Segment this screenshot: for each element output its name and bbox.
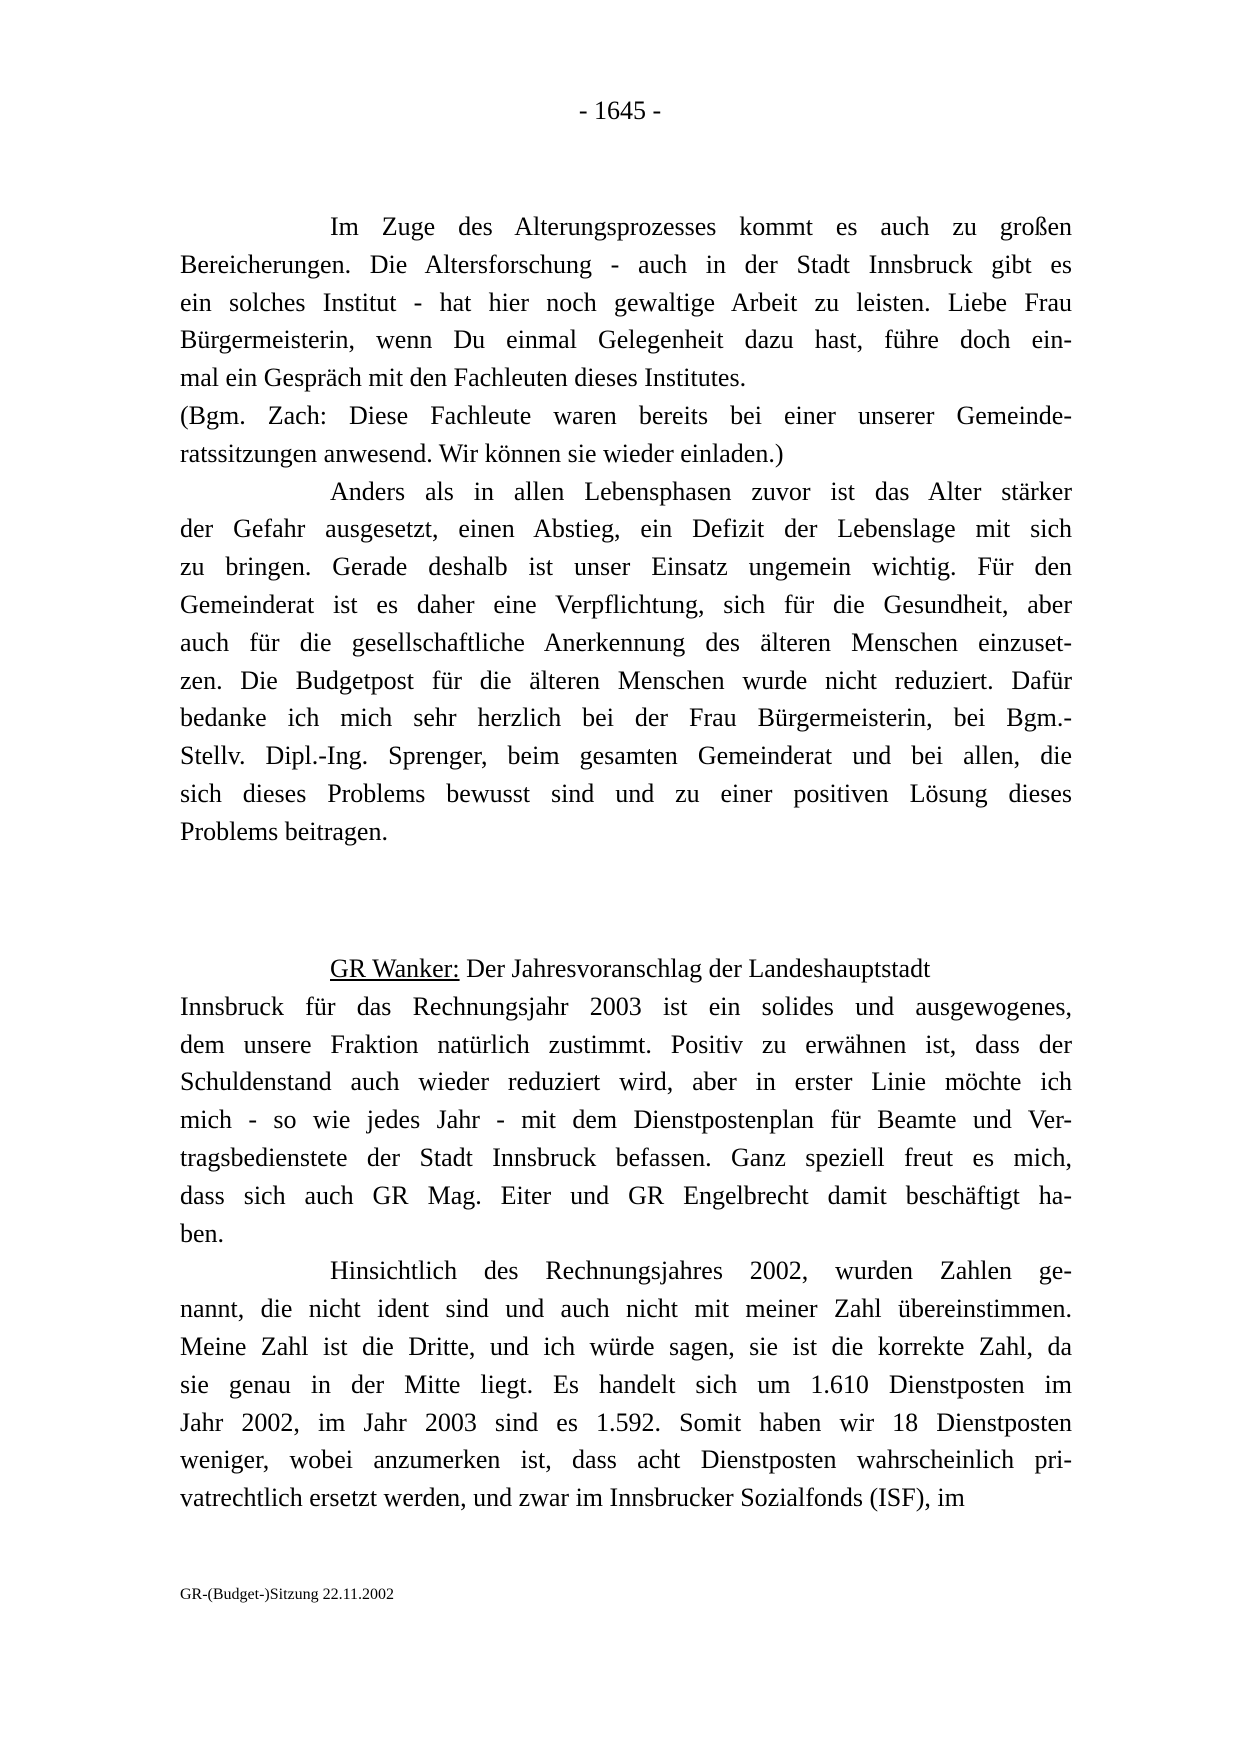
- text-line: mich - so wie jedes Jahr - mit dem Dienstpostenplan für Beamte und Ver-: [180, 1105, 1072, 1135]
- text-line: tragsbedienstete der Stadt Innsbruck befassen. Ganz speziell freut es mich,: [180, 1142, 1072, 1172]
- text-line: auch für die gesellschaftliche Anerkennung des älteren Menschen einzuset-: [180, 627, 1072, 657]
- text-line: Anders als in allen Lebensphasen zuvor ist das Alter stärker: [330, 476, 1072, 506]
- text-line: der Gefahr ausgesetzt, einen Abstieg, ein Defizit der Lebenslage mit sich: [180, 514, 1072, 544]
- text-line: Stellv. Dipl.-Ing. Sprenger, beim gesamten Gemeinderat und bei allen, die: [180, 741, 1072, 771]
- text-line: ben.: [180, 1218, 225, 1248]
- text-line: Bürgermeisterin, wenn Du einmal Gelegenheit dazu hast, führe doch ein-: [180, 325, 1072, 355]
- text-line: (Bgm. Zach: Diese Fachleute waren bereits bei einer unserer Gemeinde-: [180, 400, 1072, 430]
- text-line: Im Zuge des Alterungsprozesses kommt es auch zu großen: [330, 212, 1072, 241]
- text-line: vatrechtlich ersetzt werden, und zwar im Innsbrucker Sozialfonds (ISF), im: [180, 1483, 965, 1513]
- text-line: Schuldenstand auch wieder reduziert wird, aber in erster Linie möchte ich: [180, 1067, 1072, 1097]
- text-line: Meine Zahl ist die Dritte, und ich würde sagen, sie ist die korrekte Zahl, da: [180, 1331, 1072, 1361]
- text-line: weniger, wobei anzumerken ist, dass acht Dienstposten wahrscheinlich pri-: [180, 1445, 1072, 1475]
- text-line: nannt, die nicht ident sind und auch nicht mit meiner Zahl übereinstimmen.: [180, 1294, 1072, 1324]
- footer: GR-(Budget-)Sitzung 22.11.2002: [180, 1586, 395, 1603]
- text-line: mal ein Gespräch mit den Fachleuten dieses Institutes.: [180, 363, 747, 393]
- text-line: dem unsere Fraktion natürlich zustimmt. Positiv zu erwähnen ist, dass der: [180, 1029, 1072, 1059]
- text-line: Bereicherungen. Die Altersforschung - auch in der Stadt Innsbruck gibt es: [180, 249, 1072, 279]
- text-line: zu bringen. Gerade deshalb ist unser Einsatz ungemein wichtig. Für den: [180, 552, 1072, 582]
- text-block-2: [180, 950, 1072, 1517]
- speaker-text: Der Jahresvoranschlag der Landeshauptstadt: [459, 954, 931, 983]
- speaker-line: [180, 950, 1072, 988]
- speaker-name: GR Wanker:: [330, 954, 460, 983]
- page-number: - 1645 -: [578, 96, 662, 125]
- text-line: Innsbruck für das Rechnungsjahr 2003 ist ein solides und ausgewogenes,: [180, 991, 1072, 1021]
- text-line: sie genau in der Mitte liegt. Es handelt sich um 1.610 Dienstposten im: [180, 1369, 1072, 1399]
- text-line: ratssitzungen anwesend. Wir können sie wieder einladen.): [180, 438, 784, 468]
- text-line: ein solches Institut - hat hier noch gewaltige Arbeit zu leisten. Liebe Frau: [180, 287, 1072, 317]
- text-line: Gemeinderat ist es daher eine Verpflichtung, sich für die Gesundheit, aber: [180, 589, 1072, 619]
- text-block-1: [180, 208, 1072, 851]
- text-line: Jahr 2002, im Jahr 2003 sind es 1.592. Somit haben wir 18 Dienstposten: [180, 1407, 1072, 1437]
- text-line: bedanke ich mich sehr herzlich bei der Frau Bürgermeisterin, bei Bgm.-: [180, 703, 1072, 733]
- text-line: sich dieses Problems bewusst sind und zu einer positiven Lösung dieses: [180, 778, 1072, 808]
- text-line: zen. Die Budgetpost für die älteren Menschen wurde nicht reduziert. Dafür: [180, 665, 1072, 695]
- text-line: Problems beitragen.: [180, 816, 388, 846]
- text-line: dass sich auch GR Mag. Eiter und GR Engelbrecht damit beschäftigt ha-: [180, 1180, 1072, 1210]
- text-line: Hinsichtlich des Rechnungsjahres 2002, wurden Zahlen ge-: [330, 1256, 1072, 1286]
